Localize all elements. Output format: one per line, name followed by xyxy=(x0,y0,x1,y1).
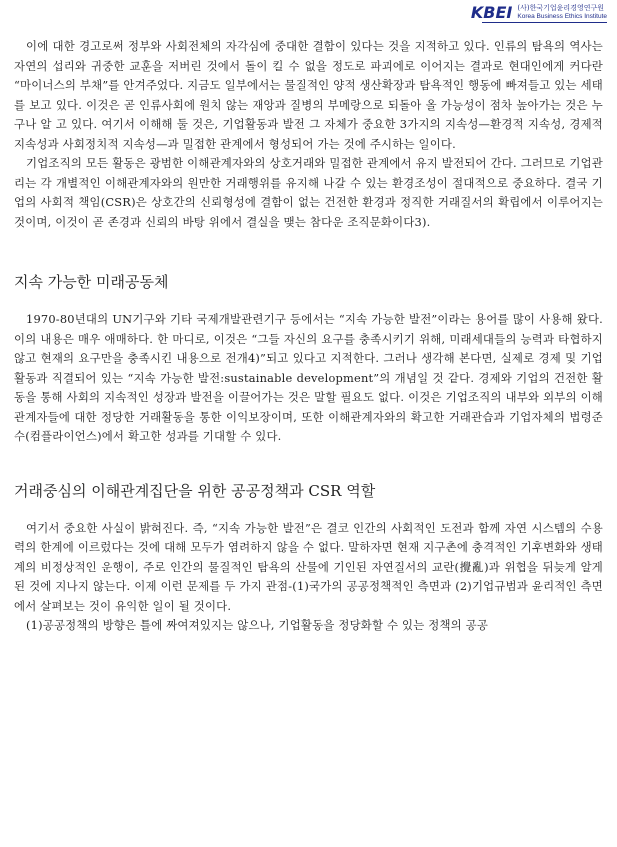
paragraph-3: 1970-80년대의 UN기구와 기타 국제개발관련기구 등에서는 “지속 가능한 발전”이라는 용어를 많이 사용해 왔다. 이의 내용은 매우 애매하다. 한 마디로, 이것은 “그들 자신의 요구를 충족시키기 위해, 미래세대들의 능력과 타협하지 않고 현재의 요구만을 충족시킨 내용으로 전개4)”되고 있다고 지적한다. 그러나 생각해 본다면, 실제로 경제 및 기업활동과 직결되어 있는 “지속 가능한 발전:sustainable development”의 개념일 것 같다. 경제와 기업의 건전한 활동을 통해 사회의 지속적인 성장과 발전을 이끌어가는 것은 말할 필요도 없다. 이것은 기업조직의 내부와 외부의 이해관계자들에 대한 정당한 거래활동을 통한 이익보장이며, 또한 이해관계자와의 확고한 거래관습과 기업자체의 법령준수(컴플라이언스)에서 확고한 성과를 기대할 수 있다. xyxy=(14,312,603,443)
paragraph-1: 이에 대한 경고로써 정부와 사회전체의 자각심에 중대한 결함이 있다는 것을 지적하고 있다. 인류의 탐욕의 역사는 자연의 섭리와 귀중한 교훈을 저버린 것에서 돌이 킬 수 없을 정도로 파괴에로 이어지는 결과로 현대인에게 커다란 “마이너스의 부채”를 안겨주었다. 지금도 일부에서는 물질적인 양적 생산확장과 탐욕적인 행동에 빠져들고 있는 세태를 보고 있다. 이것은 곧 인류사회에 원치 않는 재앙과 질병의 부메랑으로 되돌아 올 가능성이 점차 높아가는 것은 누구나 알 고 있다. 여기서 이해해 둘 것은, 기업활동과 발전 그 자체가 중요한 3가지의 지속성—환경적 지속성, 경제적 지속성과 사회정치적 지속성—과 밀접한 관계에서 형성되어 가는 것에 주시하는 일이다. xyxy=(14,39,603,151)
section-heading-sustainable-community: 지속 가능한 미래공동체 xyxy=(14,273,169,291)
header-logo xyxy=(471,4,607,21)
paragraph-2: 기업조직의 모든 활동은 광범한 이해관계자와의 상호거래와 밀접한 관계에서 유지 발전되어 간다. 그러므로 기업관리는 각 개별적인 이해관계자와의 원만한 거래행위를 유지해 나갈 수 있는 환경조성이 절대적으로 중요하다. 결국 기업의 사회적 책임(CSR)은 상호간의 신뢰형성에 결함이 없는 건전한 환경과 정직한 거래질서의 확립에서 이루어지는 것이며, 이것이 곧 존경과 신뢰의 바탕 위에서 결실을 맺는 참다운 조직문화이다3). xyxy=(14,156,603,229)
org-name-korean: (사)한국기업윤리경영연구원 xyxy=(517,4,604,12)
paragraph-5: (1)공공정책의 방향은 틀에 짜여져있지는 않으나, 기업활동을 정당화할 수 있는 정책의 공공 xyxy=(26,618,489,632)
org-name-english: Korea Business Ethics Institute xyxy=(517,13,607,20)
paragraph-4: 여기서 중요한 사실이 밝혀진다. 즉, “지속 가능한 발전”은 결코 인간의 사회적인 도전과 함께 자연 시스템의 수용력의 한계에 이르렀다는 것에 대해 모두가 염려하지 않을 수 없다. 말하자면 현재 지구촌에 충격적인 기후변화와 생태계의 비정상적인 운행이, 주로 인간의 물질적인 탐욕의 산물에 기인된 자연질서의 교란(攪亂)과 위협을 뒤늦게 알게 된 것에 지나지 않는다. 이제 이런 문제를 두 가지 관점-(1)국가의 공공정책적인 측면과 (2)기업규범과 윤리적인 측면에서 살펴보는 것이 유익한 일이 될 것이다. xyxy=(14,520,603,613)
section-heading-public-policy-csr: 거래중심의 이해관계집단을 위한 공공정책과 CSR 역할 xyxy=(14,481,376,500)
kbei-logo-mark: KBEI xyxy=(470,2,513,22)
document-body xyxy=(14,37,603,636)
header-divider xyxy=(482,22,607,23)
logo-text xyxy=(517,4,607,21)
